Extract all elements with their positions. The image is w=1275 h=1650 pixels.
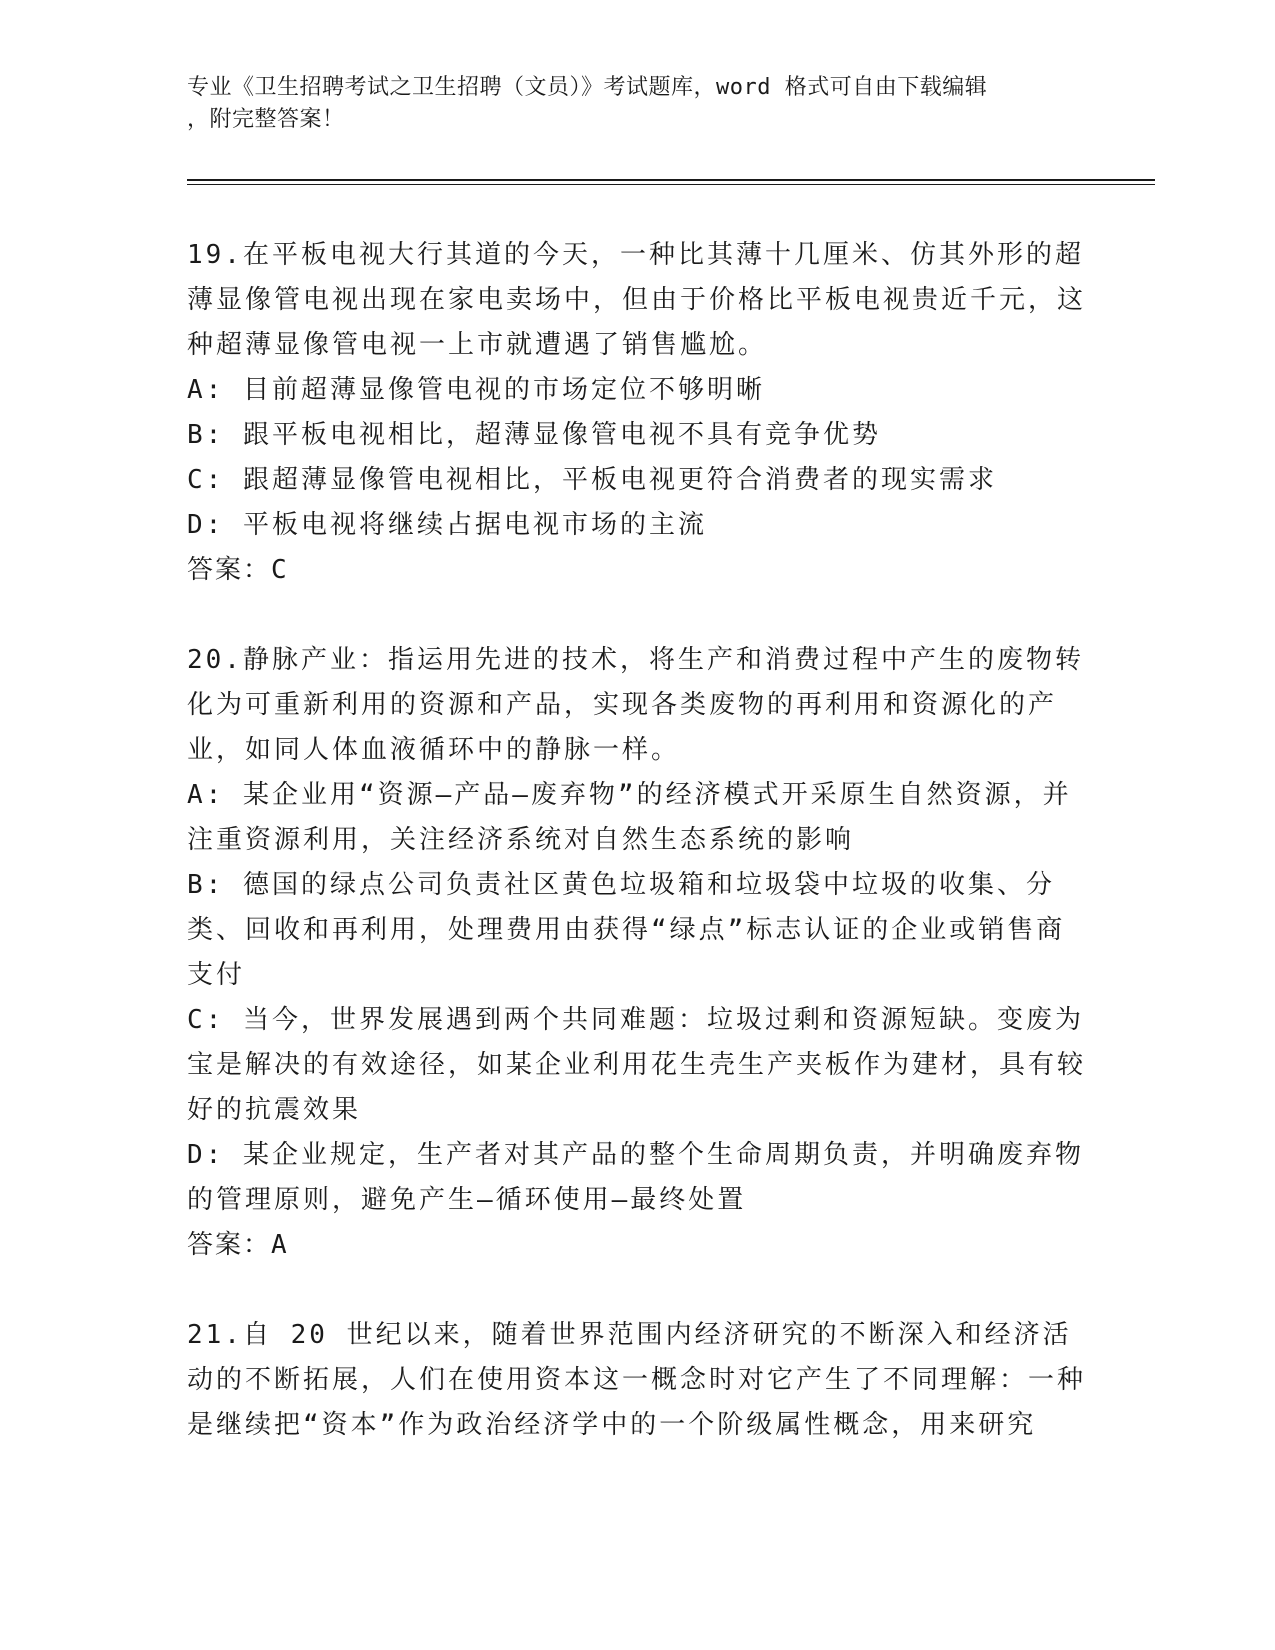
header-divider-thick — [187, 179, 1155, 181]
answer-label: 答案： — [187, 555, 272, 585]
answer-line — [187, 548, 1087, 593]
answer-label: 答案： — [187, 1230, 272, 1260]
question-list — [187, 233, 1087, 1493]
question-stem: 20.静脉产业：指运用先进的技术，将生产和消费过程中产生的废物转化为可重新利用的资源和产品，实现各类废物的再利用和资源化的产业，如同人体血液循环中的静脉一样。 — [187, 645, 1084, 765]
option-c: C: 跟超薄显像管电视相比，平板电视更符合消费者的现实需求 — [187, 465, 997, 495]
header-divider-thin — [187, 184, 1155, 185]
question-stem: 21.自 20 世纪以来，随着世界范围内经济研究的不断深入和经济活动的不断拓展，人们在使用资本这一概念时对它产生了不同理解：一种是继续把“资本”作为政治经济学中的一个阶级属性概念，用来研究 — [187, 1320, 1087, 1440]
option-b: B: 德国的绿点公司负责社区黄色垃圾箱和垃圾袋中垃圾的收集、分类、回收和再利用，处理费用由获得“绿点”标志认证的企业或销售商支付 — [187, 870, 1066, 990]
option-c: C: 当今，世界发展遇到两个共同难题：垃圾过剩和资源短缺。变废为宝是解决的有效途径，如某企业利用花生壳生产夹板作为建材，具有较好的抗震效果 — [187, 1005, 1087, 1125]
header-line-2: ，附完整答案！ — [187, 107, 345, 132]
question-20 — [187, 638, 1087, 1268]
option-a: A: 目前超薄显像管电视的市场定位不够明晰 — [187, 375, 765, 405]
question-stem: 19.在平板电视大行其道的今天，一种比其薄十几厘米、仿其外形的超薄显像管电视出现在家电卖场中，但由于价格比平板电视贵近千元，这种超薄显像管电视一上市就遭遇了销售尴尬。 — [187, 240, 1087, 360]
option-a: A: 某企业用“资源—产品—废弃物”的经济模式开采原生自然资源，并注重资源利用，关注经济系统对自然生态系统的影响 — [187, 780, 1072, 855]
option-b: B: 跟平板电视相比，超薄显像管电视不具有竞争优势 — [187, 420, 881, 450]
document-header — [187, 72, 1067, 136]
question-19 — [187, 233, 1087, 593]
answer-line — [187, 1223, 1087, 1268]
header-line-1: 专业《卫生招聘考试之卫生招聘（文员）》考试题库，word 格式可自由下载编辑 — [187, 75, 988, 100]
answer-value: A — [271, 1230, 289, 1260]
answer-value: C — [271, 555, 289, 585]
option-d: D: 平板电视将继续占据电视市场的主流 — [187, 510, 707, 540]
option-d: D: 某企业规定，生产者对其产品的整个生命周期负责，并明确废弃物的管理原则，避免产生—循环使用—最终处置 — [187, 1140, 1084, 1215]
question-21 — [187, 1313, 1087, 1448]
